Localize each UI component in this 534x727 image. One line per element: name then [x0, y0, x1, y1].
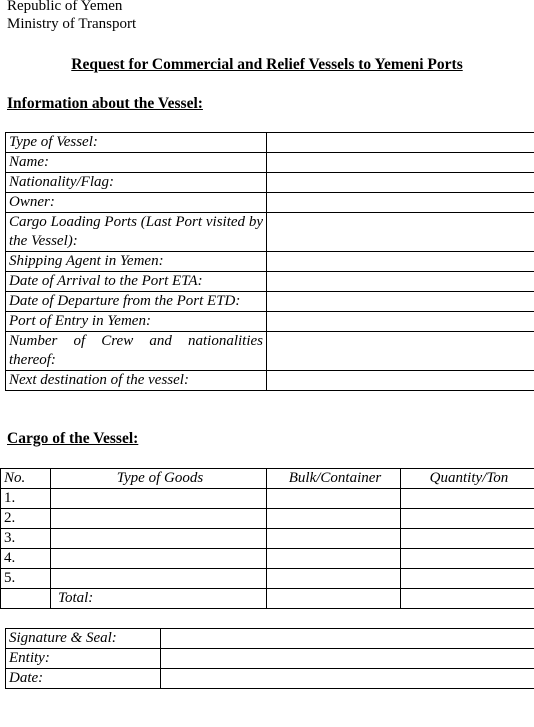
cargo-total-label: Total: — [51, 589, 267, 609]
vessel-field-name[interactable] — [267, 153, 534, 173]
table-row — [1, 509, 534, 529]
cargo-row-number: 2. — [1, 509, 51, 529]
date-label: Date: — [6, 669, 161, 689]
cargo-goods-field[interactable] — [51, 509, 267, 529]
vessel-row-eta — [6, 272, 534, 292]
date-field[interactable] — [161, 669, 534, 689]
entity-row — [6, 649, 534, 669]
vessel-field-eta[interactable] — [267, 272, 534, 292]
vessel-label-eta: Date of Arrival to the Port ETA: — [6, 272, 267, 292]
vessel-field-agent[interactable] — [267, 252, 534, 272]
cargo-col-bulk: Bulk/Container — [267, 469, 401, 489]
cargo-goods-field[interactable] — [51, 489, 267, 509]
vessel-row-loading-ports — [6, 213, 534, 252]
signature-label: Signature & Seal: — [6, 629, 161, 649]
signature-row — [6, 629, 534, 649]
cargo-total-bulk-field[interactable] — [267, 589, 401, 609]
entity-field[interactable] — [161, 649, 534, 669]
date-row — [6, 669, 534, 689]
cargo-table — [0, 468, 534, 609]
signature-table — [5, 628, 534, 689]
cargo-row-number: 1. — [1, 489, 51, 509]
cargo-goods-field[interactable] — [51, 529, 267, 549]
vessel-field-type[interactable] — [267, 133, 534, 153]
cargo-row-number: 5. — [1, 569, 51, 589]
header-republic: Republic of Yemen — [7, 0, 123, 14]
vessel-field-port-entry[interactable] — [267, 312, 534, 332]
vessel-label-loading-ports: Cargo Loading Ports (Last Port visited by the Vessel): — [6, 213, 267, 252]
vessel-section-heading: Information about the Vessel: — [7, 95, 203, 112]
vessel-field-etd[interactable] — [267, 292, 534, 312]
vessel-field-flag[interactable] — [267, 173, 534, 193]
cargo-header-row — [1, 469, 534, 489]
cargo-qty-field[interactable] — [401, 529, 534, 549]
document-title: Request for Commercial and Relief Vessels to Yemeni Ports — [71, 56, 463, 73]
cargo-row-number: 3. — [1, 529, 51, 549]
cargo-row-number: 4. — [1, 549, 51, 569]
cargo-qty-field[interactable] — [401, 569, 534, 589]
cargo-total-spacer — [1, 589, 51, 609]
cargo-total-row — [1, 589, 534, 609]
vessel-row-next-destination — [6, 371, 534, 391]
vessel-field-crew[interactable] — [267, 332, 534, 371]
vessel-label-crew: Number of Crew and nationalities thereof: — [6, 332, 267, 371]
cargo-bulk-field[interactable] — [267, 529, 401, 549]
cargo-qty-field[interactable] — [401, 509, 534, 529]
cargo-col-qty: Quantity/Ton — [401, 469, 534, 489]
cargo-goods-field[interactable] — [51, 569, 267, 589]
table-row — [1, 569, 534, 589]
table-row — [1, 549, 534, 569]
cargo-total-qty-field[interactable] — [401, 589, 534, 609]
vessel-row-etd — [6, 292, 534, 312]
vessel-row-type — [6, 133, 534, 153]
cargo-section-heading: Cargo of the Vessel: — [7, 430, 139, 447]
vessel-label-type: Type of Vessel: — [6, 133, 267, 153]
vessel-row-name — [6, 153, 534, 173]
cargo-col-no: No. — [1, 469, 51, 489]
cargo-qty-field[interactable] — [401, 549, 534, 569]
cargo-goods-field[interactable] — [51, 549, 267, 569]
table-row — [1, 529, 534, 549]
cargo-bulk-field[interactable] — [267, 549, 401, 569]
cargo-col-goods: Type of Goods — [51, 469, 267, 489]
vessel-field-loading-ports[interactable] — [267, 213, 534, 252]
entity-label: Entity: — [6, 649, 161, 669]
table-row — [1, 489, 534, 509]
vessel-label-owner: Owner: — [6, 193, 267, 213]
vessel-label-flag: Nationality/Flag: — [6, 173, 267, 193]
cargo-bulk-field[interactable] — [267, 489, 401, 509]
vessel-info-table — [5, 132, 534, 391]
vessel-label-name: Name: — [6, 153, 267, 173]
vessel-field-next-destination[interactable] — [267, 371, 534, 391]
signature-field[interactable] — [161, 629, 534, 649]
vessel-label-etd: Date of Departure from the Port ETD: — [6, 292, 267, 312]
vessel-row-crew — [6, 332, 534, 371]
cargo-bulk-field[interactable] — [267, 569, 401, 589]
cargo-bulk-field[interactable] — [267, 509, 401, 529]
vessel-row-flag — [6, 173, 534, 193]
vessel-label-agent: Shipping Agent in Yemen: — [6, 252, 267, 272]
vessel-row-port-entry — [6, 312, 534, 332]
header-ministry: Ministry of Transport — [7, 16, 137, 32]
vessel-field-owner[interactable] — [267, 193, 534, 213]
vessel-label-next-destination: Next destination of the vessel: — [6, 371, 267, 391]
vessel-row-agent — [6, 252, 534, 272]
vessel-row-owner — [6, 193, 534, 213]
cargo-qty-field[interactable] — [401, 489, 534, 509]
vessel-label-port-entry: Port of Entry in Yemen: — [6, 312, 267, 332]
